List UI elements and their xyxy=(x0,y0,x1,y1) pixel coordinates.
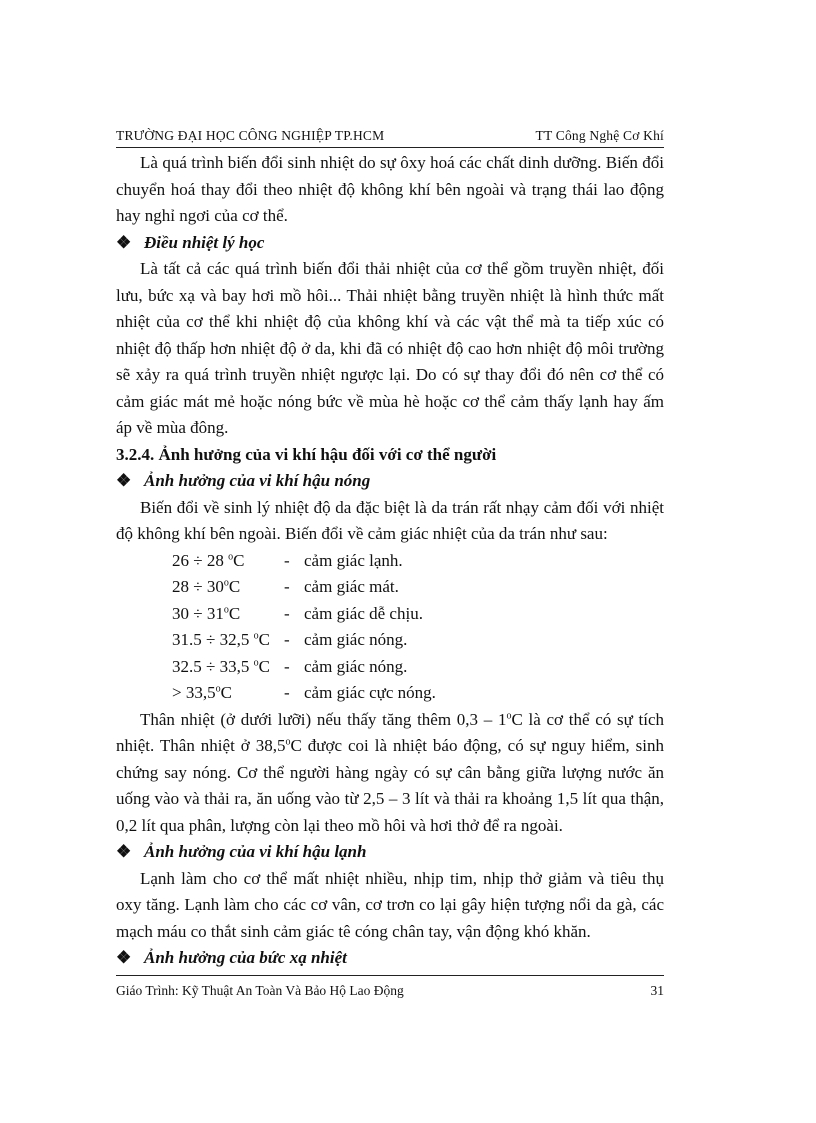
heading-text: Ảnh hưởng của vi khí hậu nóng xyxy=(144,471,371,490)
range-unit: C xyxy=(233,550,245,570)
range-value: 30 ÷ 31 xyxy=(172,603,224,623)
footer-title: Giáo Trình: Kỹ Thuật An Toàn Và Bảo Hộ Lao Động xyxy=(116,983,404,998)
heading-hot-microclimate xyxy=(116,468,664,495)
range-value: > 33,5 xyxy=(172,683,216,702)
table-row xyxy=(172,574,664,601)
heading-text: Điều nhiệt lý học xyxy=(144,232,265,252)
degree-symbol: o xyxy=(223,603,229,615)
row-dash: - xyxy=(284,656,290,676)
temperature-range xyxy=(172,654,284,681)
row-dash: - xyxy=(284,630,290,649)
text-part: Thân nhiệt (ở dưới lưỡi) nếu thấy tăng thêm 0,3 – 1 xyxy=(140,709,507,729)
sensation-description: cảm giác cực nóng. xyxy=(304,683,436,702)
bullet-diamond-icon: ❖ xyxy=(116,948,132,967)
degree-symbol: o xyxy=(285,736,291,748)
range-unit: C xyxy=(220,683,232,702)
table-row xyxy=(172,601,664,628)
header-department: TT Công Nghệ Cơ Khí xyxy=(535,128,664,143)
heading-text: Ảnh hưởng của bức xạ nhiệt xyxy=(144,948,347,967)
paragraph-body-temperature xyxy=(116,707,664,840)
paragraph-metabolism: Là quá trình biến đổi sinh nhiệt do sự ôxy hoá các chất dinh dưỡng. Biến đổi chuyển hoá thay đổi theo nhiệt độ không khí bên ngoài và trạng thái lao động hay nghỉ ngơi của cơ thể. xyxy=(116,153,664,225)
range-unit: C xyxy=(258,656,270,676)
bullet-diamond-icon: ❖ xyxy=(116,232,132,252)
temperature-table xyxy=(172,548,664,707)
range-unit: C xyxy=(228,577,241,596)
table-row xyxy=(172,627,664,654)
degree-symbol: o xyxy=(223,577,229,589)
degree-symbol: o xyxy=(253,630,259,642)
bullet-diamond-icon: ❖ xyxy=(116,842,132,861)
temperature-range xyxy=(172,574,284,601)
section-heading: 3.2.4. Ảnh hưởng của vi khí hậu đối với cơ thể người xyxy=(116,444,497,464)
sensation-description: cảm giác nóng. xyxy=(304,656,408,676)
range-value: 31.5 ÷ 32,5 xyxy=(172,630,254,649)
text-part: C được coi là nhiệt báo động, có sự nguy hiểm, sinh chứng say nóng. Cơ thể người hàng ngày có sự cân bằng giữa lượng nước ăn uống vào và thải ra, ăn uống vào từ 2,5 – 3 lít và thải ra khoảng 1,5 lít qua thận, 0,2 lít qua phân, lượng còn lại theo mồ hôi và hơi thở để ra ngoài. xyxy=(116,736,664,835)
page-body xyxy=(116,150,664,972)
range-unit: C xyxy=(258,630,270,649)
range-unit: C xyxy=(228,603,241,623)
bullet-diamond-icon: ❖ xyxy=(116,471,132,490)
degree-symbol: o xyxy=(253,656,259,668)
header-rule xyxy=(116,147,664,148)
paragraph-cold-effects: Lạnh làm cho cơ thể mất nhiệt nhiều, nhịp tim, nhịp thở giảm và tiêu thụ oxy tăng. Lạnh làm cho các cơ vân, cơ trơn co lại gây hiện tượng nổi da gà, các mạch máu co thắt sinh cảm giác tê cóng chân tay, vận động khó khăn. xyxy=(116,868,664,941)
temperature-range xyxy=(172,548,284,575)
row-dash: - xyxy=(284,603,290,623)
range-value: 28 ÷ 30 xyxy=(172,577,224,596)
table-row xyxy=(172,680,664,707)
range-value: 32.5 ÷ 33,5 xyxy=(172,656,254,676)
temperature-range xyxy=(172,627,284,654)
degree-symbol: o xyxy=(215,683,221,695)
range-value: 26 ÷ 28 xyxy=(172,550,229,570)
row-dash: - xyxy=(284,550,290,570)
paragraph-skin-sensation: Biến đổi về sinh lý nhiệt độ da đặc biệt là da trán rất nhạy cảm đối với nhiệt độ không khí bên ngoài. Biến đổi về cảm giác nhiệt của da trán như sau: xyxy=(116,497,664,543)
heading-text: Ảnh hưởng của vi khí hậu lạnh xyxy=(144,842,367,861)
sensation-description: cảm giác mát. xyxy=(304,577,399,596)
sensation-description: cảm giác lạnh. xyxy=(304,550,403,570)
sensation-description: cảm giác nóng. xyxy=(304,630,408,649)
table-row xyxy=(172,654,664,681)
row-dash: - xyxy=(284,577,290,596)
header-school: TRƯỜNG ĐẠI HỌC CÔNG NGHIỆP TP.HCM xyxy=(116,128,385,143)
table-row xyxy=(172,548,664,575)
paragraph-heat-loss: Là tất cả các quá trình biến đổi thải nhiệt của cơ thể gồm truyền nhiệt, đối lưu, bức xạ và bay hơi mồ hôi... Thải nhiệt bằng truyền nhiệt là hình thức mất nhiệt của cơ thể khi nhiệt độ của không khí và các vật thể mà ta tiếp xúc có nhiệt độ thấp hơn nhiệt độ ở da, khi đã có nhiệt độ cao hơn nhiệt độ môi trường sẽ xảy ra quá trình truyền nhiệt ngược lại. Do có sự thay đổi đó nên cơ thể có cảm giác mát mẻ hoặc nóng bức về mùa hè hoặc cơ thể cảm thấy lạnh hay ấm áp về mùa đông. xyxy=(116,259,664,437)
row-dash: - xyxy=(284,683,290,702)
page-number: 31 xyxy=(650,983,664,998)
text-part: C là cơ thể có sự tích nhiệt. Thân nhiệt ở 38,5 xyxy=(116,709,664,755)
sensation-description: cảm giác dễ chịu. xyxy=(304,603,423,623)
degree-symbol: o xyxy=(228,550,234,562)
heading-physical-thermoregulation xyxy=(116,230,664,257)
heading-cold-microclimate xyxy=(116,839,664,866)
footer-rule xyxy=(116,975,664,976)
temperature-range xyxy=(172,601,284,628)
heading-heat-radiation xyxy=(116,945,664,972)
degree-symbol: o xyxy=(506,709,512,721)
temperature-range xyxy=(172,680,284,707)
